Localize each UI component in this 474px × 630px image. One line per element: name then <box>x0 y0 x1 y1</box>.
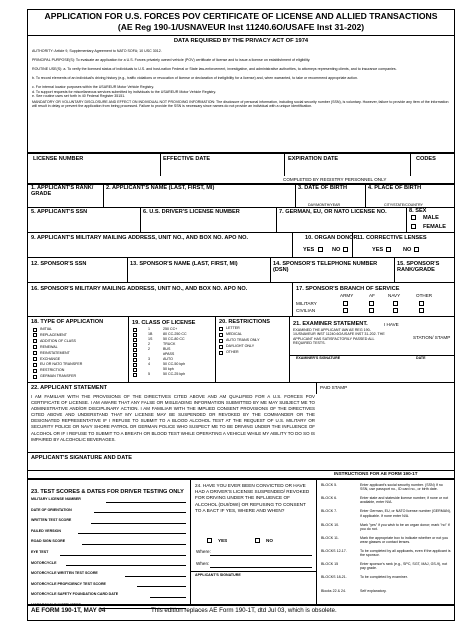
test-score-field[interactable] <box>106 502 186 503</box>
divider <box>410 152 411 176</box>
license-class-code: 2 <box>148 342 150 346</box>
test-score-label: MOTORCYCLE SAFETY FOUNDATION CARD DATE <box>31 592 119 597</box>
female-label: FEMALE <box>423 224 446 230</box>
instruction-block: BLOCKS 18-21. <box>321 575 347 580</box>
license-class-code: 1S <box>148 337 153 341</box>
navy-military-checkbox[interactable] <box>393 301 398 306</box>
application-type-label: EU OR NATO TRANSFER <box>40 362 83 367</box>
privacy-routine-b: b. To record elements of an individual's driving history (e.g., traffic violations or revocation of license or declaration of ineligibility for a license) and, when warranted, to take or recommend appropriate action. <box>32 76 358 80</box>
registry-note: COMPLETED BY REGISTRY PERSONNEL ONLY <box>283 177 387 182</box>
application-type-checkbox[interactable] <box>33 375 37 379</box>
test-score-label: MILITARY LICENSE NUMBER <box>31 497 81 501</box>
license-class-desc: 50 CC-50 kph <box>163 362 186 366</box>
sponsor-rank-label: 15. SPONSOR'S RANK/GRADE <box>397 261 440 273</box>
divider <box>394 257 395 282</box>
divider <box>27 316 455 317</box>
application-type-checkbox[interactable] <box>33 363 37 367</box>
license-class-checkbox[interactable] <box>133 358 137 362</box>
license-class-checkbox[interactable] <box>133 363 137 367</box>
divider <box>140 207 141 232</box>
application-type-label: RESTRICTION <box>40 368 65 373</box>
dob-label: 3. DATE OF BIRTH <box>298 185 347 191</box>
instruction-text: Mark "yes" if you wish to be an organ donor; mark "no" if you do not. <box>360 522 450 531</box>
divider <box>292 232 293 257</box>
divider <box>292 282 293 316</box>
donor-no-checkbox[interactable] <box>343 247 348 252</box>
civilian-label: CIVILIAN <box>296 308 316 313</box>
privacy-mandatory: MANDATORY OR VOLUNTARY DISCLOSURE AND EFFECT ON INDIVIDUAL NOT PROVIDING INFORMATION: The disclosure of personal information, including social security number (SSN), is voluntary. However, failure to provide any item of the information will result in delay or prevent the application from being processed. Failure to provide the SSN is necessary since names do not provide an individual with a unique identification. <box>32 100 449 109</box>
restrictions-heading: 20. RESTRICTIONS <box>219 319 270 325</box>
license-class-desc: 50 CC-25 kph <box>163 372 186 376</box>
other-civilian-checkbox[interactable] <box>419 308 424 313</box>
license-class-desc: 50 CC-80 CC <box>163 337 185 341</box>
application-type-label: ADDITION OF CLASS <box>40 338 76 343</box>
when-label: When: <box>196 561 210 566</box>
application-type-checkbox[interactable] <box>33 328 37 332</box>
license-class-checkbox[interactable] <box>133 348 137 352</box>
male-label: MALE <box>423 215 439 221</box>
donor-no-label: NO <box>332 247 341 253</box>
license-class-desc: BUS <box>163 347 171 351</box>
instruction-text: Mark the appropriate box to indicate whether or not you wear glasses or contact lenses. <box>360 535 449 545</box>
instruction-block: BLOCK 11. <box>321 535 339 540</box>
application-type-checkbox[interactable] <box>33 351 37 355</box>
divider <box>27 282 455 283</box>
dui-no-label: NO <box>266 538 273 543</box>
instruction-block: BLOCK 15 <box>321 562 339 567</box>
application-type-checkbox[interactable] <box>33 369 37 373</box>
divider <box>190 478 191 604</box>
license-class-desc: 50 kph <box>163 367 174 371</box>
codes-label: CODES <box>416 156 436 162</box>
lenses-yes-label: YES <box>372 247 384 253</box>
application-type-label: GERMAN TRANSFER <box>40 374 77 379</box>
application-type-label: EXCHANGE <box>40 356 61 361</box>
restriction-label: OTHER <box>226 350 239 354</box>
instruction-block: BLOCK 10. <box>321 522 340 527</box>
dui-yes-label: YES <box>218 538 228 543</box>
army-military-checkbox[interactable] <box>343 301 348 306</box>
applicant-address-label: 9. APPLICANT'S MILITARY MAILING ADDRESS, UNIT NO., AND BOX NO. APO NO. <box>31 235 249 241</box>
test-score-field[interactable] <box>100 608 186 609</box>
divider <box>352 232 353 257</box>
restriction-checkbox[interactable] <box>219 345 223 349</box>
test-score-label: EYE TEST <box>31 550 49 554</box>
license-class-desc: TRUCK <box>163 342 176 346</box>
applicant-signature-date-label: APPLICANT'S SIGNATURE AND DATE <box>31 455 132 461</box>
license-class-desc: #PASS <box>163 352 175 356</box>
divider <box>295 183 296 207</box>
license-class-desc: 80 CC-250 CC <box>163 332 187 336</box>
divider <box>316 382 317 394</box>
dui-no-checkbox[interactable] <box>255 538 260 543</box>
other-label: OTHER <box>416 293 433 298</box>
divider <box>289 316 290 382</box>
applicant-rank-label: 1. APPLICANT'S RANK/ GRADE <box>31 185 94 197</box>
instruction-block: BLOCKS 12-17. <box>321 549 347 553</box>
examiner-signature-label: EXAMINER'S SIGNATURE <box>296 356 341 360</box>
license-class-checkbox[interactable] <box>133 353 137 357</box>
corrective-lenses-label: 11. CORRECTIVE LENSES <box>357 235 427 241</box>
divider <box>27 452 455 453</box>
expiration-date-label: EXPIRATION DATE <box>288 156 339 162</box>
application-type-label: RENEWAL <box>40 344 58 349</box>
license-class-code: 3 <box>148 357 150 361</box>
test-score-field[interactable] <box>66 565 186 566</box>
test-score-label: DATE OF ORIENTATION <box>31 507 72 512</box>
instruction-block: BLOCK 6. <box>321 496 338 501</box>
test-score-field[interactable] <box>137 586 186 587</box>
divider <box>215 316 216 382</box>
application-type-label: REINSTATEMENT <box>40 350 70 355</box>
application-type-heading: 18. TYPE OF APPLICATION <box>31 319 104 325</box>
privacy-authority: AUTHORITY: Article 9, Supplementary Agreement to NATO SOFA; 10 USC 3012. <box>32 49 162 53</box>
donor-yes-label: YES <box>303 247 315 253</box>
sponsor-address-label: 16. SPONSOR'S MILITARY MAILING ADDRESS, UNIT NO., AND BOX NO. APO NO. <box>31 286 248 292</box>
us-license-label: 6. U.S. DRIVER'S LICENSE NUMBER <box>143 209 240 215</box>
license-class-checkbox[interactable] <box>133 338 137 342</box>
dui-question: 24. HAVE YOU EVER BEEN CONVICTED OR HAVE HAD A DRIVER'S LICENSE SUSPENDED/ REVOKED FOR DRIVING UNDER THE INFLUENCE OF ALCOHOL (DUI/DWI) OR REFUSING TO CONSENT TO A BACT IF YES, WHERE AND WHEN? <box>195 483 310 513</box>
privacy-routine: ROUTINE USE(S): a. To verify the licensed status of individuals to U.S. and host-nation Federal or State law-enforcement, investigative, and administrative authorities, to attorneys representing clients, and to insurance companies. <box>32 67 397 71</box>
divider <box>190 571 316 572</box>
test-score-field[interactable] <box>82 544 187 545</box>
test-scores-heading: 23. TEST SCORES & DATES FOR DRIVER TESTING ONLY <box>31 489 184 495</box>
license-class-code: 5 <box>148 372 150 376</box>
restriction-label: AUTO TRANS ONLY <box>226 338 260 342</box>
license-class-checkbox[interactable] <box>133 343 137 347</box>
divider <box>27 232 455 233</box>
restriction-checkbox[interactable] <box>219 339 223 343</box>
sponsor-ssn-label: 12. SPONSOR'S SSN <box>31 261 87 267</box>
instruction-block: BLOCK 7. <box>321 509 338 514</box>
license-class-checkbox[interactable] <box>133 328 137 332</box>
station-stamp-label: STATION/ STAMP <box>413 335 451 340</box>
organ-donor-label: 10. ORGAN DONOR <box>305 235 358 241</box>
license-class-code: 1B <box>148 332 153 336</box>
divider <box>27 257 455 258</box>
license-class-code: 4 <box>148 362 150 366</box>
test-score-label: MOTORCYCLE INSTRUCTOR <box>31 603 81 607</box>
license-class-code: 1 <box>148 327 150 331</box>
test-score-field[interactable] <box>78 533 186 534</box>
divider <box>270 257 271 282</box>
divider <box>365 183 366 207</box>
branch-label: 17. SPONSOR'S BRANCH OF SERVICE <box>296 286 400 292</box>
german-license-label: 7. GERMAN, EU, OR NATO LICENSE NO. <box>279 209 387 215</box>
donor-yes-checkbox[interactable] <box>318 247 323 252</box>
application-type-checkbox[interactable] <box>33 339 37 343</box>
test-score-label: ROAD SIGN SCORE <box>31 539 66 544</box>
license-class-heading: 19. CLASS OF LICENSE <box>132 320 196 326</box>
restriction-label: MEDICAL <box>226 332 242 336</box>
instruction-text: Enter German, EU, or NATO license number (GERMAN), if applicable. If none enter N/A. <box>360 509 451 518</box>
dob-format: DAY/MONTH/YEAR <box>308 203 341 207</box>
form-title: APPLICATION FOR U.S. FORCES POV CERTIFICATE OF LICENSE AND ALLIED TRANSACTIONS <box>44 11 438 21</box>
applicant-signature-label: APPLICANT'S SIGNATURE <box>195 573 241 577</box>
license-number-label: LICENSE NUMBER <box>33 156 84 162</box>
divider <box>128 316 129 382</box>
paid-stamp-label: PAID STAMP <box>320 385 348 390</box>
form-subtitle: (AE Reg 190-1/USNAVEUR Inst 11240.6O/USAFE Inst 31-202) <box>117 22 365 32</box>
privacy-routine-e: e. See routine uses set forth in 40 Federal Register 35151. <box>32 94 126 98</box>
instruction-text: Enter applicant's social security number. (SSN) If no SSN, use passport no., ID card no., or birth date. <box>360 483 443 492</box>
where-field[interactable] <box>210 555 312 556</box>
instructions-heading: INSTRUCTIONS FOR AE FORM 190-1T <box>334 471 418 476</box>
test-score-label: MOTORCYCLE PROFICIENCY TEST SCORE <box>31 581 106 586</box>
divider <box>27 604 455 606</box>
divider <box>276 207 277 232</box>
instruction-text: Enter sponsor's rank (e.g., SPC, SGT, MAJ, GS-9), not pay grade. <box>360 562 448 571</box>
instruction-block: BLOCK 5. <box>321 483 338 487</box>
divider <box>160 152 161 176</box>
military-label: MILITARY <box>296 301 317 306</box>
examiner-text: EXAMINED THE APPLICANT IAW AE REG 190-1/USNAVEUR INST 11240.6O/USAFE INST 31-202. THE APPLICANT HAS SATISFACTORILY PASSED ALL REQUIRED TESTS. <box>293 328 385 345</box>
restriction-label: DAYLIGHT ONLY <box>226 344 255 348</box>
when-field[interactable] <box>210 567 312 568</box>
restriction-checkbox[interactable] <box>219 351 223 355</box>
other-military-checkbox[interactable] <box>419 301 424 306</box>
test-score-field[interactable] <box>60 555 186 556</box>
examiner-date-label: DATE <box>416 356 426 360</box>
privacy-routine-d: d. To support requests for miscellaneous services submitted by individuals to the USAREUR Motor Vehicle Registry. <box>32 89 217 94</box>
female-checkbox[interactable] <box>411 224 416 229</box>
license-class-desc: 250 CC+ <box>163 327 178 331</box>
navy-label: NAVY <box>388 293 401 298</box>
af-civilian-checkbox[interactable] <box>369 308 374 313</box>
application-type-label: INITIAL <box>40 327 53 331</box>
test-score-field[interactable] <box>150 597 186 598</box>
test-score-label: MOTORCYCLE <box>31 560 57 565</box>
sponsor-phone-label: 14. SPONSOR'S TELEPHONE NUMBER (DSN) <box>273 261 378 273</box>
effective-date-label: EFFECTIVE DATE <box>163 156 211 162</box>
lenses-yes-checkbox[interactable] <box>386 247 391 252</box>
license-class-checkbox[interactable] <box>133 368 137 372</box>
male-checkbox[interactable] <box>411 215 416 220</box>
instruction-block: Blocks 22 & 24. <box>321 588 346 593</box>
lenses-no-checkbox[interactable] <box>414 247 419 252</box>
divider <box>27 35 455 36</box>
divider <box>27 207 455 208</box>
divider <box>406 207 407 232</box>
test-score-field[interactable] <box>125 576 186 577</box>
edition-note: This edition replaces AE Form 190-1T, dtd Jul 03, which is obsolete. <box>151 607 337 614</box>
divider <box>27 152 455 154</box>
test-score-label: MOTORCYCLE WRITTEN TEST SCORE <box>31 571 98 576</box>
pob-format: CITY/STATE/COUNTRY <box>384 203 423 207</box>
form-number: AE FORM 190-1T, MAY 04 <box>31 607 106 614</box>
instruction-text: Self explanatory. <box>360 588 387 593</box>
application-type-checkbox[interactable] <box>33 333 37 337</box>
examiner-heading: 21. EXAMINER STATEMENT. <box>293 321 368 327</box>
pob-label: 4. PLACE OF BIRTH <box>368 185 422 191</box>
restriction-label: LETTER <box>226 326 240 330</box>
application-type-label: REPLACEMENT <box>40 332 67 337</box>
af-military-checkbox[interactable] <box>369 301 374 306</box>
af-label: AF <box>369 293 375 298</box>
application-type-checkbox[interactable] <box>33 357 37 361</box>
test-score-label: FAILED VERSION <box>31 528 61 533</box>
applicant-statement-text: I AM FAMILIAR WITH THE PROVISIONS OF THE DIRECTIVES CITED ABOVE AND AM QUALIFIED FOR A U.S. FORCES POV CERTIFICATE OF LICENSE. I AM AWARE THAT ANY FALSE OR MISLEADING INFORMATION SUBMITTED BY ME MAY SUBJECT ME TO ADMINISTRATIVE AND/OR DISCIPLINARY ACTION. I AM FAMILIAR WITH THE IMPLIED CONSENT PROVISIONS OF THE DIRECTIVES CITED ABOVE AND UNDERSTAND THAT MY LICENSE MAY BE SUSPENDED OR REVOKED BY THE COMMANDER OR THE DESIGNATED REPRESENTATIVE IF I REFUSE TO SUBMIT TO A BLOOD ALCOHOL TEST AT THE REQUEST OF U.S. MILITARY OR SECURITY POLICE OR NAVY SHORE PATROL OR GERMAN POLICE WHO SUSPECT ME TO BE DRIVING UNDER THE INFLUENCE OF ALCOHOL OR IF I REFUSE TO SUBMIT TO A BREATH OR BLOOD TEST WHILE OPERATING A VEHICLE WHILE MY ABILITY TO DO SO IS IMPAIRED BY ALCOHOLIC BEVERAGES. <box>31 394 315 442</box>
applicant-ssn-label: 5. APPLICANT'S SSN <box>31 209 88 215</box>
test-score-label: WRITTEN TEST SCORE <box>31 518 72 523</box>
sponsor-name-label: 13. SPONSOR'S NAME (LAST, FIRST, MI) <box>130 261 238 267</box>
license-class-checkbox[interactable] <box>133 333 137 337</box>
examiner-have: I HAVE <box>384 322 399 327</box>
privacy-heading: DATA REQUIRED BY THE PRIVACY ACT OF 1974 <box>173 38 309 44</box>
restriction-checkbox[interactable] <box>219 327 223 331</box>
instruction-text: Enter state and stateside license number; if none or not available, enter N/A. <box>360 496 449 505</box>
applicant-statement-heading: 22. APPLICANT STATEMENT <box>31 385 108 391</box>
test-score-field[interactable] <box>91 523 186 524</box>
army-civilian-checkbox[interactable] <box>343 308 348 313</box>
license-class-code: 2 <box>148 347 150 351</box>
applicant-name-label: 2. APPLICANT'S NAME (LAST, FIRST, MI) <box>106 185 215 191</box>
lenses-no-label: NO <box>403 247 412 253</box>
sex-label: 8. SEX <box>409 208 427 214</box>
license-class-checkbox[interactable] <box>133 373 137 377</box>
divider <box>103 183 104 207</box>
dui-yes-checkbox[interactable] <box>207 538 212 543</box>
privacy-routine-c: c. For internal locator purposes within the USAREUR Motor Vehicle Registry. <box>32 85 154 89</box>
navy-civilian-checkbox[interactable] <box>393 308 398 313</box>
divider <box>284 152 285 176</box>
restriction-checkbox[interactable] <box>219 333 223 337</box>
test-score-field[interactable] <box>94 512 186 513</box>
instruction-text: To be completed by examiner. <box>360 575 408 580</box>
divider <box>127 257 128 282</box>
divider <box>316 478 317 604</box>
divider <box>27 478 455 480</box>
application-type-checkbox[interactable] <box>33 345 37 349</box>
where-label: Where: <box>196 549 211 554</box>
divider <box>27 382 455 383</box>
army-label: ARMY <box>340 293 354 298</box>
instruction-text: To be completed by all applicants, even if the applicant is the sponsor. <box>360 549 451 558</box>
privacy-purpose: PRINCIPAL PURPOSE(S): To evaluate an application for a U.S. Forces privately owned vehicle (POV) certificate of license and to issue a license on establishment of eligibility. <box>32 58 311 62</box>
license-class-desc: AUTO <box>163 357 173 361</box>
